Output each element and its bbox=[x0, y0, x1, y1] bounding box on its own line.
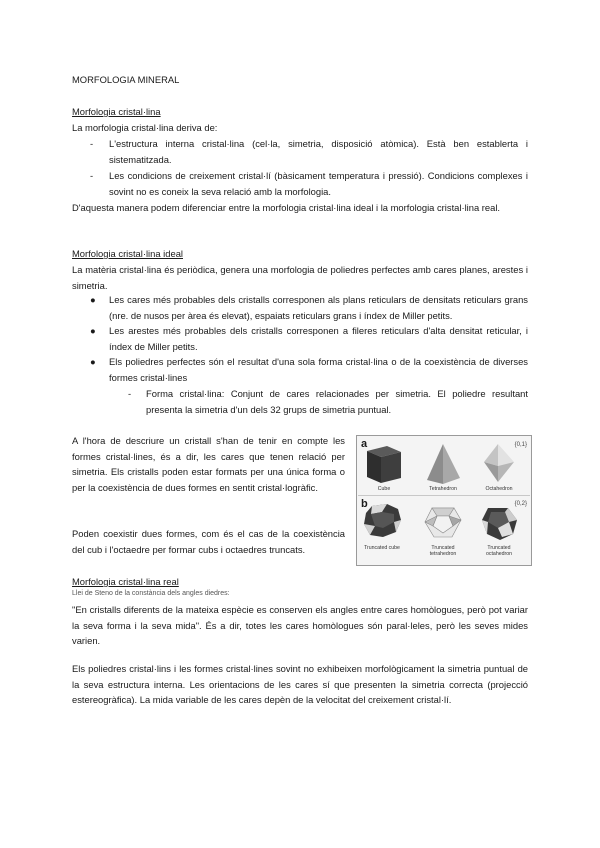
list-item bbox=[128, 386, 528, 417]
list-item bbox=[90, 168, 528, 199]
section-subheading: Llei de Steno de la constància dels angles diedres: bbox=[72, 590, 230, 597]
bullet-icon: ● bbox=[90, 356, 96, 367]
list-item bbox=[90, 136, 528, 167]
tetrahedron-icon bbox=[427, 444, 460, 484]
caption-truncated-tetrahedron: Truncated tetrahedron bbox=[429, 545, 457, 557]
crystal-forms-figure bbox=[356, 435, 532, 566]
truncated-cube-icon bbox=[364, 504, 401, 537]
list-item-text: Les arestes més probables dels cristalls corresponen a fileres reticulars d'alta densitat reticular, i índex de Miller petits. bbox=[109, 325, 528, 352]
quote-paragraph: "En cristalls diferents de la mateixa espècie es conserven els angles entre cares homòlogues, però pot variar la seva forma i la seva mida". És a dir, totes les cares homòlogues són paral·leles, però les seves mides varien. bbox=[72, 604, 528, 647]
dash-marker: - bbox=[128, 388, 132, 399]
figure-index-a: {0,1} bbox=[514, 442, 527, 448]
list-item bbox=[90, 323, 528, 354]
paragraph: Poden coexistir dues formes, com és el cas de la coexistència del cub i l'octaedre per formar cubs i octaedres truncats. bbox=[72, 528, 345, 555]
cube-icon bbox=[367, 446, 401, 483]
paragraph: Els poliedres cristal·lins i les formes cristal·lines sovint no exhibeixen morfològicament la simetria puntual de la seva estructura interna. Les orientacions de les cares sí que presenten la simetria correcta (projecció estereogràfica). La mida variable de les cares depèn de la velocitat del creixement cristal·lí. bbox=[72, 663, 528, 706]
section-heading-morfologia: Morfologia cristal·lina bbox=[72, 106, 161, 117]
figure-label-a: a bbox=[361, 438, 368, 450]
list-item bbox=[90, 354, 528, 385]
section-heading-ideal: Morfologia cristal·lina ideal bbox=[72, 248, 183, 259]
caption-cube: Cube bbox=[377, 486, 391, 492]
dash-marker: - bbox=[90, 138, 94, 149]
dash-marker: - bbox=[90, 170, 94, 181]
bullet-icon: ● bbox=[90, 294, 96, 305]
list-item-text: Les cares més probables dels cristalls corresponen als plans reticulars de densitats reticulars grans (nre. de nusos per àrea és elevat), espaiats reticulars grans i índex de Miller petits. bbox=[109, 294, 528, 321]
figure-index-b: {0,2} bbox=[514, 501, 527, 507]
list-item-text: Les condicions de creixement cristal·lí (bàsicament temperatura i pressió). Condicions complexes i sovint no es coneix la seva relació amb la morfologia. bbox=[109, 170, 528, 197]
page-title: MORFOLOGIA MINERAL bbox=[72, 74, 180, 85]
caption-truncated-cube: Truncated cube bbox=[364, 545, 400, 551]
truncated-tetrahedron-icon bbox=[425, 508, 461, 537]
figure-label-b: b bbox=[361, 498, 368, 510]
truncated-octahedron-icon bbox=[482, 508, 517, 540]
section-outro: D'aquesta manera podem diferenciar entre la morfologia cristal·lina ideal i la morfologia cristal·lina real. bbox=[72, 202, 501, 213]
section-intro: La morfologia cristal·lina deriva de: bbox=[72, 122, 218, 133]
list-item-text: Els poliedres perfectes són el resultat d'una sola forma cristal·lina o de la coexistència de diverses formes cristal·lines bbox=[109, 356, 528, 383]
caption-truncated-octahedron: Truncated octahedron bbox=[486, 545, 512, 557]
list-item-text: L'estructura interna cristal·lina (cel·la, simetria, disposició atòmica). Està ben establerta i sistematitzada. bbox=[109, 138, 528, 165]
section-heading-real: Morfologia cristal·lina real bbox=[72, 576, 179, 587]
caption-tetrahedron: Tetrahedron bbox=[429, 486, 457, 492]
list-item-text: Forma cristal·lina: Conjunt de cares relacionades per simetria. El poliedre resultant presenta la simetria d'un dels 32 grups de simetria puntual. bbox=[146, 388, 528, 415]
paragraph: A l'hora de descriure un cristall s'han de tenir en compte les formes cristal·lines, és a dir, les cares que tenen relació per simetria. Els cristalls poden estar formats per una única forma o per la coexistència de dues formes en sentit cristal·logràfic. bbox=[72, 435, 345, 493]
bullet-icon: ● bbox=[90, 325, 96, 336]
octahedron-icon bbox=[484, 444, 514, 482]
list-item bbox=[90, 292, 528, 323]
caption-octahedron: Octahedron bbox=[485, 486, 513, 492]
section-intro: La matèria cristal·lina és periòdica, genera una morfologia de poliedres perfectes amb cares planes, arestes i simetria. bbox=[72, 264, 528, 291]
